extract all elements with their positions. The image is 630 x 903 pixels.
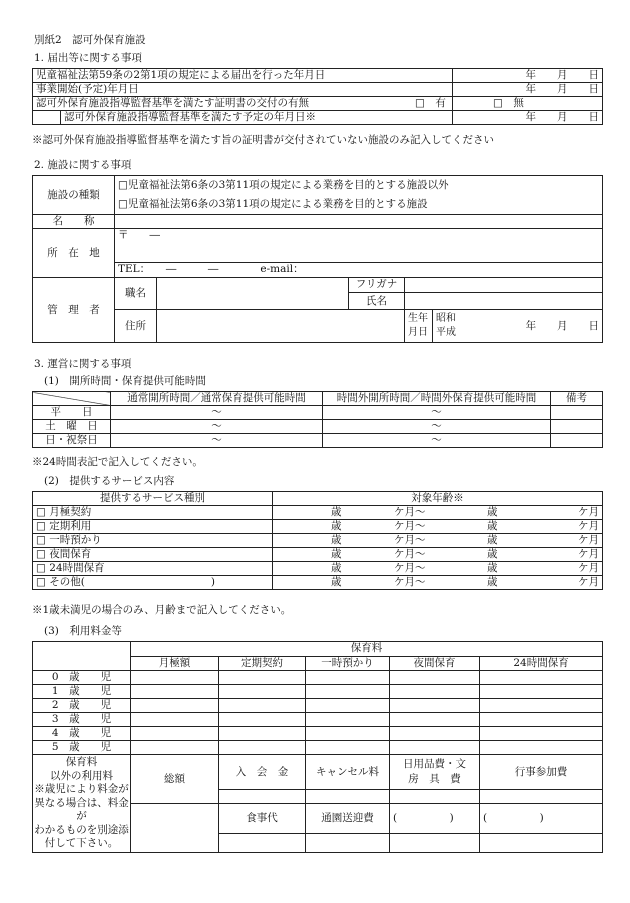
service-checkbox[interactable]: □ その他( ) [33, 576, 273, 590]
fee-field[interactable] [480, 727, 603, 741]
hours-row-holiday: 日・祝祭日 [33, 434, 111, 448]
remarks-field[interactable] [551, 406, 603, 420]
table-row [33, 685, 603, 699]
table-row [33, 727, 603, 741]
certificate-yes-checkbox[interactable]: □ 有 [415, 97, 446, 109]
table-row [33, 229, 603, 263]
table-row [33, 520, 603, 534]
age-unit: ケ月〜 [345, 534, 429, 548]
hours-field[interactable]: 〜 [323, 420, 551, 434]
section-2-title: 2. 施設に関する事項 [34, 159, 132, 171]
service-checkbox[interactable]: □ 夜間保育 [33, 548, 273, 562]
age-unit: 歳 [273, 548, 345, 562]
table-row [33, 195, 603, 215]
table-row [33, 492, 603, 506]
age-unit: 歳 [429, 506, 501, 520]
services-note: ※1歳未満児の場合のみ、月齢まで記入してください。 [32, 604, 292, 616]
table-row [33, 548, 603, 562]
fee-field[interactable] [131, 685, 219, 699]
supplies-fee-label: 日用品費・文 房 具 費 [390, 755, 480, 790]
table-row [33, 111, 603, 125]
document-title: 別紙2 認可外保育施設 [34, 34, 146, 46]
hours-table [32, 391, 603, 448]
remarks-field[interactable] [551, 420, 603, 434]
certificate-label: 認可外保育施設指導監督基準を満たす証明書の交付の有無 [36, 97, 309, 109]
total-field[interactable] [131, 804, 219, 853]
facility-type-option-2[interactable]: □児童福祉法第6条の3第11項の規定による業務を目的とする施設 [115, 195, 603, 215]
fees-table [32, 641, 603, 853]
service-checkbox[interactable]: □ 一時預かり [33, 534, 273, 548]
notification-table [32, 68, 603, 125]
fee-field[interactable] [219, 671, 306, 685]
table-row [33, 215, 603, 229]
hours-col-regular: 通常開所時間／通常保育提供可能時間 [111, 392, 323, 406]
age-unit: 歳 [273, 506, 345, 520]
manager-label: 管 理 者 [33, 278, 115, 343]
section-3-title: 3. 運営に関する事項 [34, 358, 132, 370]
facility-table [32, 175, 603, 343]
table-row [33, 562, 603, 576]
table-row [33, 434, 603, 448]
hours-row-saturday: 土 曜 日 [33, 420, 111, 434]
entrance-fee-label: 入 会 金 [219, 755, 306, 790]
hours-header-blank [33, 392, 111, 406]
furigana-label: フリガナ [349, 278, 405, 293]
fee-col-monthly: 月極額 [131, 656, 219, 671]
table-row [33, 262, 603, 277]
service-type-header: 提供するサービス種別 [33, 492, 273, 506]
fee-field[interactable] [219, 727, 306, 741]
age-unit: 歳 [429, 520, 501, 534]
address-label: 所 在 地 [33, 229, 115, 278]
fee-field[interactable] [390, 741, 480, 755]
fee-field[interactable] [390, 699, 480, 713]
age-row-label: 1 歳 児 [33, 685, 131, 699]
age-unit: ケ月 [501, 506, 603, 520]
fees-header-blank [33, 642, 131, 671]
hours-field[interactable]: 〜 [323, 434, 551, 448]
fee-field[interactable] [480, 699, 603, 713]
fee-col-temporary: 一時預かり [306, 656, 390, 671]
table-row [33, 310, 603, 343]
table-row [33, 506, 603, 520]
fee-field[interactable] [390, 790, 480, 804]
table-row [33, 97, 603, 111]
table-row [33, 642, 603, 657]
fee-field[interactable] [306, 713, 390, 727]
fee-col-24h: 24時間保育 [480, 656, 603, 671]
age-row-label: 0 歳 児 [33, 671, 131, 685]
fees-header: 保育料 [131, 642, 603, 657]
table-row [33, 83, 603, 97]
fee-field[interactable] [219, 790, 306, 804]
fee-field[interactable] [306, 790, 390, 804]
era-options[interactable]: 昭和 平成 [433, 310, 461, 343]
fee-field[interactable] [480, 833, 603, 852]
cancel-fee-label: キャンセル料 [306, 755, 390, 790]
facility-type-label: 施設の種類 [33, 176, 115, 215]
age-unit: ケ月〜 [345, 562, 429, 576]
age-unit: 歳 [273, 562, 345, 576]
age-unit: ケ月 [501, 576, 603, 590]
fee-field[interactable] [306, 685, 390, 699]
age-unit: 歳 [429, 548, 501, 562]
table-row [33, 176, 603, 196]
manager-name-field[interactable] [405, 292, 603, 310]
age-unit: 歳 [429, 576, 501, 590]
fee-field[interactable] [306, 671, 390, 685]
hours-field[interactable]: 〜 [111, 420, 323, 434]
age-unit: 歳 [273, 576, 345, 590]
table-row [33, 69, 603, 83]
age-unit: ケ月〜 [345, 506, 429, 520]
age-unit: 歳 [273, 534, 345, 548]
hours-row-weekday: 平 日 [33, 406, 111, 420]
table-row [33, 278, 603, 293]
hours-field[interactable]: 〜 [323, 406, 551, 420]
age-unit: ケ月 [501, 562, 603, 576]
age-row-label: 4 歳 児 [33, 727, 131, 741]
fee-field[interactable] [390, 833, 480, 852]
fee-field[interactable] [219, 741, 306, 755]
services-table [32, 491, 603, 590]
fee-col-regular: 定期契約 [219, 656, 306, 671]
fee-field[interactable] [480, 713, 603, 727]
table-row [33, 671, 603, 685]
fee-field[interactable] [306, 741, 390, 755]
fee-field[interactable] [480, 790, 603, 804]
fee-field[interactable] [306, 727, 390, 741]
table-row [33, 534, 603, 548]
other-fees-label: 保育料 以外の利用料 ※歳児により料金が 異なる場合は、料金が わかるものを別途添 付して下さい。 [33, 755, 131, 853]
residence-label: 住所 [115, 310, 157, 343]
remarks-field[interactable] [551, 434, 603, 448]
facility-name-label: 名 称 [33, 215, 115, 229]
residence-field[interactable] [157, 310, 405, 343]
meal-fee-label: 食事代 [219, 804, 306, 834]
certificate-no-checkbox[interactable]: □ 無 [453, 97, 603, 111]
fee-field[interactable] [131, 727, 219, 741]
fee-field[interactable] [390, 671, 480, 685]
hours-field[interactable]: 〜 [111, 434, 323, 448]
postal-field[interactable]: 〒 ― [115, 229, 603, 263]
table-row [33, 713, 603, 727]
job-title-field[interactable] [157, 278, 349, 310]
age-unit: 歳 [429, 534, 501, 548]
service-checkbox[interactable]: □ 24時間保育 [33, 562, 273, 576]
fee-field[interactable] [390, 713, 480, 727]
age-row-label: 5 歳 児 [33, 741, 131, 755]
facility-type-option-1[interactable]: □児童福祉法第6条の3第11項の規定による業務を目的とする施設以外 [115, 176, 603, 196]
indent-cell [33, 111, 61, 125]
fee-field[interactable] [480, 741, 603, 755]
hours-col-overtime: 時間外開所時間／時間外保育提供可能時間 [323, 392, 551, 406]
fee-field[interactable] [219, 699, 306, 713]
age-unit: ケ月 [501, 520, 603, 534]
table-row [33, 420, 603, 434]
age-row-label: 3 歳 児 [33, 713, 131, 727]
age-row-label: 2 歳 児 [33, 699, 131, 713]
contact-field[interactable]: TEL： ― ― e-mail： [115, 262, 603, 277]
table-row [33, 755, 603, 790]
age-unit: 歳 [273, 520, 345, 534]
start-date-field[interactable]: 年 月 日 [453, 83, 603, 97]
certificate-row [33, 97, 453, 111]
fee-field[interactable] [390, 727, 480, 741]
hours-subtitle: (1) 開所時間・保育提供可能時間 [44, 375, 206, 387]
notification-date-field[interactable]: 年 月 日 [453, 69, 603, 83]
furigana-field[interactable] [405, 278, 603, 293]
fee-field[interactable] [219, 713, 306, 727]
fee-field[interactable] [131, 713, 219, 727]
age-unit: 歳 [429, 562, 501, 576]
hours-note: ※24時間表記で記入してください。 [32, 456, 203, 468]
fee-field[interactable] [131, 699, 219, 713]
planned-date-label: 認可外保育施設指導監督基準を満たす予定の年月日※ [61, 111, 453, 125]
event-fee-label: 行事参加費 [480, 755, 603, 790]
notification-date-label: 児童福祉法第59条の2第1項の規定による届出を行った年月日 [33, 69, 453, 83]
total-label: 総額 [131, 755, 219, 804]
fees-subtitle: (3) 利用料金等 [44, 625, 122, 637]
age-unit: ケ月〜 [345, 548, 429, 562]
hours-field[interactable]: 〜 [111, 406, 323, 420]
start-date-label: 事業開始(予定)年月日 [33, 83, 453, 97]
manager-name-label: 氏名 [349, 292, 405, 310]
age-unit: ケ月〜 [345, 520, 429, 534]
age-unit: ケ月 [501, 534, 603, 548]
job-title-label: 職名 [115, 278, 157, 310]
fee-field[interactable] [131, 671, 219, 685]
birthdate-field[interactable]: 年 月 日 [461, 310, 603, 343]
hours-col-remarks: 備考 [551, 392, 603, 406]
fee-field[interactable] [480, 671, 603, 685]
table-row [33, 741, 603, 755]
other-fee-field[interactable]: ( ) [390, 804, 480, 834]
certificate-note: ※認可外保育施設指導監督基準を満たす旨の証明書が交付されていない施設のみ記入してください [32, 134, 494, 146]
bus-fee-label: 通園送迎費 [306, 804, 390, 834]
section-1-title: 1. 届出等に関する事項 [34, 52, 142, 64]
facility-name-field[interactable] [115, 215, 603, 229]
fee-field[interactable] [131, 741, 219, 755]
table-row [33, 699, 603, 713]
birthdate-label: 生年 月日 [405, 310, 433, 343]
fee-field[interactable] [480, 685, 603, 699]
fee-field[interactable] [306, 699, 390, 713]
services-subtitle: (2) 提供するサービス内容 [44, 475, 175, 487]
target-age-header: 対象年齢※ [273, 492, 603, 506]
fee-col-night: 夜間保育 [390, 656, 480, 671]
planned-date-field[interactable]: 年 月 日 [453, 111, 603, 125]
age-unit: ケ月 [501, 548, 603, 562]
fee-field[interactable] [390, 685, 480, 699]
table-row [33, 406, 603, 420]
service-checkbox[interactable]: □ 定期利用 [33, 520, 273, 534]
service-checkbox[interactable]: □ 月極契約 [33, 506, 273, 520]
table-row [33, 392, 603, 406]
other-fee-field[interactable]: ( ) [480, 804, 603, 834]
fee-field[interactable] [219, 833, 306, 852]
fee-field[interactable] [306, 833, 390, 852]
table-row [33, 576, 603, 590]
age-unit: ケ月〜 [345, 576, 429, 590]
fee-field[interactable] [219, 685, 306, 699]
